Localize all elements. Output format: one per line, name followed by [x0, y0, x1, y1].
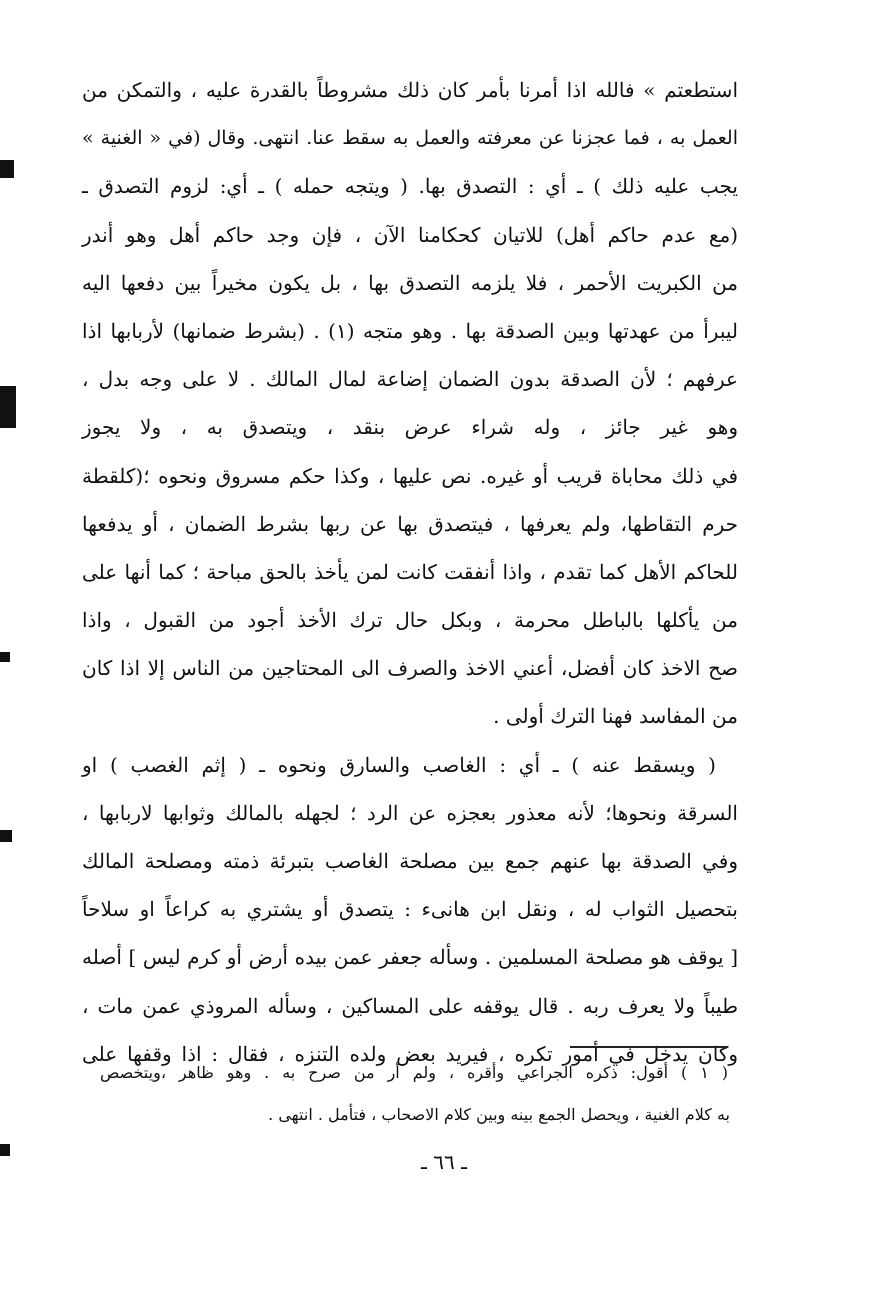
text-line: وكان يدخل في أمور تكره ، فيريد بعض ولده التنزه ، فقال : اذا وقفها على: [82, 1041, 738, 1066]
footnote-line: به كلام الغنية ، ويحصل الجمع بينه وبين كلام الاصحاب ، فتأمل . انتهى .: [268, 1105, 730, 1124]
text-line: وفي الصدقة بها عنهم جمع بين مصلحة الغاصب بتبرئة ذمته ومصلحة المالك: [82, 849, 738, 873]
text-line: العمل به ، فما عجزنا عن معرفته والعمل به سقط عنا. انتهى. وقال (في « الغنية »: [82, 127, 738, 150]
text-line: ليبرأ من عهدتها وبين الصدقة بها . وهو متجه (١) . (بشرط ضمانها) لأربابها اذا: [82, 318, 739, 343]
text-line: بتحصيل الثواب له ، ونقل ابن هانىء : يتصدق أو يشتري به كراعاً او سلاحاً: [82, 897, 738, 922]
text-line: [ يوقف هو مصلحة المسلمين . وسأله جعفر عمن بيده أرض أو كرم ليس ] أصله: [82, 945, 738, 970]
text-line: استطعتم » فالله اذا أمرنا بأمر كان ذلك مشروطاً بالقدرة عليه ، والتمكن من: [82, 78, 738, 102]
text-line: من الكبريت الأحمر ، فلا يلزمه التصدق بها ، بل يكون مخيراً بين دفعها اليه: [82, 270, 738, 295]
page-number: ـ ٦٦ ـ: [421, 1150, 467, 1174]
text-line: للحاكم الأهل كما تقدم ، واذا أنفقت كانت لمن يأخذ بالحق مباحة ؛ كما أنها على: [82, 559, 738, 584]
text-line: ( ويسقط عنه ) ـ أي : الغاصب والسارق ونحوه ـ ( إثم الغصب ) او: [82, 752, 716, 777]
text-line: من يأكلها بالباطل محرمة ، وبكل حال ترك الأخذ أجود من القبول ، واذا: [82, 608, 738, 633]
text-line: عرفهم ؛ لأن الصدقة بدون الضمان إضاعة لمال المالك . لا على وجه بدل ،: [82, 367, 738, 392]
text-line: (مع عدم حاكم أهل) للاتيان كحكامنا الآن ، فإن وجد حاكم أهل وهو أندر: [82, 222, 738, 247]
scan-edge-mark: [0, 160, 14, 178]
scan-edge-mark: [0, 652, 10, 662]
text-line: حرم التقاطها، ولم يعرفها ، فيتصدق بها عن ربها بشرط الضمان ، أو يدفعها: [82, 511, 738, 536]
text-line: صح الاخذ كان أفضل، أعني الاخذ والصرف الى المحتاجين من الناس إلا اذا كان: [82, 656, 738, 681]
text-line: طيباً ولا يعرف ربه . قال يوقفه على المساكين ، وسأله المروذي عمن مات ،: [82, 993, 738, 1018]
footnotes: [100, 1052, 730, 1136]
scan-edge-mark: [0, 830, 12, 842]
text-line: يجب عليه ذلك ) ـ أي : التصدق بها. ( ويتجه حمله ) ـ أي: لزوم التصدق ـ: [82, 174, 738, 199]
footnote-divider: [570, 1046, 728, 1048]
text-line: في ذلك محاباة قريب أو غيره. نص عليها ، وكذا حكم مسروق ونحوه ؛(كلقطة: [82, 463, 738, 488]
main-text: [82, 66, 738, 1078]
scan-edge-mark: [0, 386, 16, 428]
text-line: من المفاسد فهنا الترك أولى .: [493, 704, 738, 729]
footnote-line: ( ١ ) أقول: ذكره الجراعي وأقره ، ولم أر من صرح به . وهو ظاهر ،ويتخصص: [100, 1063, 729, 1082]
text-line: السرقة ونحوها؛ لأنه معذور بعجزه عن الرد ؛ لجهله بالمالك وثوابها لاربابها ،: [82, 800, 738, 825]
text-line: وهو غير جائز ، وله شراء عرض بنقد ، ويتصدق به ، ولا يجوز: [82, 415, 738, 440]
